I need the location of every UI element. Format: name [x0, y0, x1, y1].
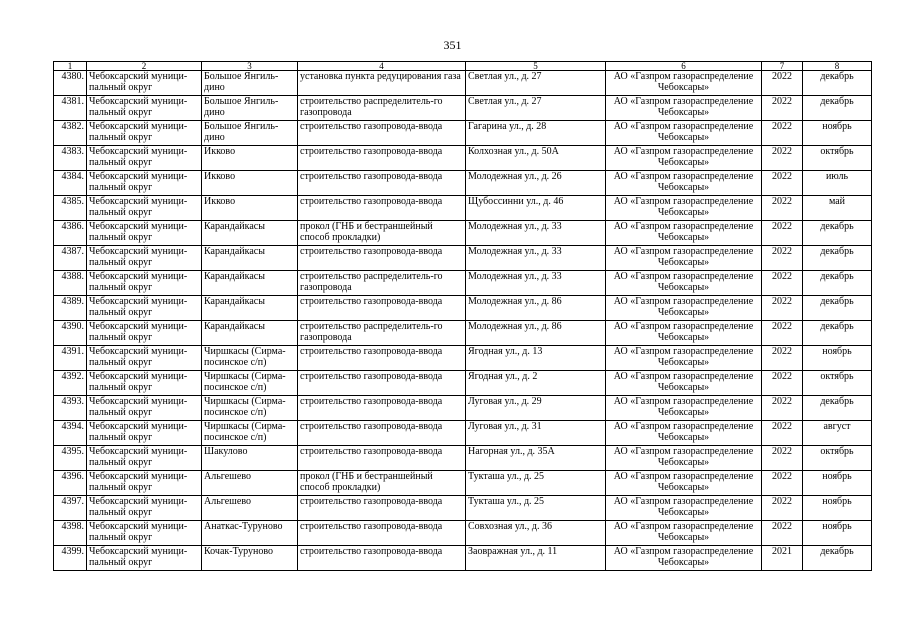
- settlement-cell: Шакулово: [202, 446, 298, 471]
- month-cell: декабрь: [803, 246, 872, 271]
- page-number: 351: [443, 38, 462, 52]
- row-number: 4397.: [54, 496, 87, 521]
- organization-cell: АО «Газпром газораспределение Чебоксары»: [606, 471, 762, 496]
- column-header: 1: [54, 62, 87, 71]
- address-cell: Тукташа ул., д. 25: [466, 471, 606, 496]
- work-type-cell: строительство распределитель-го газопровода: [298, 321, 466, 346]
- organization-cell: АО «Газпром газораспределение Чебоксары»: [606, 271, 762, 296]
- row-number: 4382.: [54, 121, 87, 146]
- work-type-cell: прокол (ГНБ и бестраншейный способ прокладки): [298, 221, 466, 246]
- row-number: 4386.: [54, 221, 87, 246]
- settlement-cell: Карандайкасы: [202, 321, 298, 346]
- work-type-cell: строительство газопровода-ввода: [298, 121, 466, 146]
- organization-cell: АО «Газпром газораспределение Чебоксары»: [606, 171, 762, 196]
- work-type-cell: строительство газопровода-ввода: [298, 296, 466, 321]
- row-number: 4385.: [54, 196, 87, 221]
- address-cell: Луговая ул., д. 29: [466, 396, 606, 421]
- column-header: 6: [606, 62, 762, 71]
- settlement-cell: Большое Янгиль-дино: [202, 96, 298, 121]
- column-header: 3: [202, 62, 298, 71]
- year-cell: 2022: [762, 346, 803, 371]
- district-cell: Чебоксарский муници-пальный округ: [87, 371, 202, 396]
- district-cell: Чебоксарский муници-пальный округ: [87, 296, 202, 321]
- month-cell: ноябрь: [803, 121, 872, 146]
- work-type-cell: строительство газопровода-ввода: [298, 146, 466, 171]
- row-number: 4384.: [54, 171, 87, 196]
- address-cell: Светлая ул., д. 27: [466, 71, 606, 96]
- year-cell: 2022: [762, 221, 803, 246]
- row-number: 4389.: [54, 296, 87, 321]
- table-row: [54, 221, 872, 246]
- settlement-cell: Большое Янгиль-дино: [202, 121, 298, 146]
- work-type-cell: строительство газопровода-ввода: [298, 171, 466, 196]
- settlement-cell: Карандайкасы: [202, 296, 298, 321]
- settlement-cell: Альгешево: [202, 471, 298, 496]
- table-row: [54, 546, 872, 571]
- district-cell: Чебоксарский муници-пальный округ: [87, 446, 202, 471]
- year-cell: 2022: [762, 396, 803, 421]
- district-cell: Чебоксарский муници-пальный округ: [87, 521, 202, 546]
- year-cell: 2022: [762, 71, 803, 96]
- district-cell: Чебоксарский муници-пальный округ: [87, 246, 202, 271]
- month-cell: декабрь: [803, 71, 872, 96]
- row-number: 4398.: [54, 521, 87, 546]
- work-type-cell: строительство газопровода-ввода: [298, 446, 466, 471]
- settlement-cell: Чиршкасы (Сирма-посинское с/п): [202, 396, 298, 421]
- work-type-cell: строительство газопровода-ввода: [298, 396, 466, 421]
- district-cell: Чебоксарский муници-пальный округ: [87, 221, 202, 246]
- month-cell: май: [803, 196, 872, 221]
- table-row: [54, 121, 872, 146]
- district-cell: Чебоксарский муници-пальный округ: [87, 96, 202, 121]
- organization-cell: АО «Газпром газораспределение Чебоксары»: [606, 321, 762, 346]
- month-cell: октябрь: [803, 146, 872, 171]
- address-cell: Гагарина ул., д. 28: [466, 121, 606, 146]
- organization-cell: АО «Газпром газораспределение Чебоксары»: [606, 521, 762, 546]
- address-cell: Светлая ул., д. 27: [466, 96, 606, 121]
- address-cell: Колхозная ул., д. 50А: [466, 146, 606, 171]
- year-cell: 2022: [762, 521, 803, 546]
- settlement-cell: Икково: [202, 171, 298, 196]
- organization-cell: АО «Газпром газораспределение Чебоксары»: [606, 146, 762, 171]
- address-cell: Молодежная ул., д. 86: [466, 321, 606, 346]
- district-cell: Чебоксарский муници-пальный округ: [87, 146, 202, 171]
- district-cell: Чебоксарский муници-пальный округ: [87, 171, 202, 196]
- year-cell: 2022: [762, 446, 803, 471]
- organization-cell: АО «Газпром газораспределение Чебоксары»: [606, 396, 762, 421]
- table-row: [54, 521, 872, 546]
- address-cell: Молодежная ул., д. 33: [466, 271, 606, 296]
- table-row: [54, 421, 872, 446]
- table-row: [54, 371, 872, 396]
- table-row: [54, 496, 872, 521]
- district-cell: Чебоксарский муници-пальный округ: [87, 196, 202, 221]
- work-type-cell: строительство распределитель-го газопровода: [298, 96, 466, 121]
- header-row: [54, 62, 872, 71]
- month-cell: декабрь: [803, 96, 872, 121]
- settlement-cell: Икково: [202, 146, 298, 171]
- month-cell: июль: [803, 171, 872, 196]
- year-cell: 2022: [762, 421, 803, 446]
- table-row: [54, 96, 872, 121]
- organization-cell: АО «Газпром газораспределение Чебоксары»: [606, 96, 762, 121]
- address-cell: Молодежная ул., д. 86: [466, 296, 606, 321]
- organization-cell: АО «Газпром газораспределение Чебоксары»: [606, 196, 762, 221]
- settlement-cell: Альгешево: [202, 496, 298, 521]
- district-cell: Чебоксарский муници-пальный округ: [87, 321, 202, 346]
- month-cell: ноябрь: [803, 346, 872, 371]
- row-number: 4391.: [54, 346, 87, 371]
- address-cell: Нагорная ул., д. 35А: [466, 446, 606, 471]
- district-cell: Чебоксарский муници-пальный округ: [87, 396, 202, 421]
- district-cell: Чебоксарский муници-пальный округ: [87, 346, 202, 371]
- organization-cell: АО «Газпром газораспределение Чебоксары»: [606, 246, 762, 271]
- district-cell: Чебоксарский муници-пальный округ: [87, 71, 202, 96]
- column-header: 5: [466, 62, 606, 71]
- row-number: 4381.: [54, 96, 87, 121]
- address-cell: Луговая ул., д. 31: [466, 421, 606, 446]
- address-cell: Ягодная ул., д. 2: [466, 371, 606, 396]
- table-row: [54, 296, 872, 321]
- year-cell: 2022: [762, 496, 803, 521]
- month-cell: ноябрь: [803, 471, 872, 496]
- year-cell: 2021: [762, 546, 803, 571]
- address-cell: Ягодная ул., д. 13: [466, 346, 606, 371]
- gasification-registry-table: [53, 61, 872, 571]
- table-row: [54, 346, 872, 371]
- year-cell: 2022: [762, 271, 803, 296]
- organization-cell: АО «Газпром газораспределение Чебоксары»: [606, 371, 762, 396]
- district-cell: Чебоксарский муници-пальный округ: [87, 471, 202, 496]
- organization-cell: АО «Газпром газораспределение Чебоксары»: [606, 346, 762, 371]
- month-cell: декабрь: [803, 296, 872, 321]
- year-cell: 2022: [762, 471, 803, 496]
- address-cell: Совхозная ул., д. 36: [466, 521, 606, 546]
- row-number: 4399.: [54, 546, 87, 571]
- work-type-cell: прокол (ГНБ и бестраншейный способ прокладки): [298, 471, 466, 496]
- row-number: 4395.: [54, 446, 87, 471]
- work-type-cell: строительство газопровода-ввода: [298, 421, 466, 446]
- table-row: [54, 171, 872, 196]
- month-cell: декабрь: [803, 321, 872, 346]
- month-cell: декабрь: [803, 271, 872, 296]
- month-cell: декабрь: [803, 546, 872, 571]
- work-type-cell: строительство газопровода-ввода: [298, 371, 466, 396]
- year-cell: 2022: [762, 321, 803, 346]
- settlement-cell: Чиршкасы (Сирма-посинское с/п): [202, 421, 298, 446]
- column-header: 4: [298, 62, 466, 71]
- work-type-cell: установка пункта редуцирования газа: [298, 71, 466, 96]
- year-cell: 2022: [762, 171, 803, 196]
- year-cell: 2022: [762, 96, 803, 121]
- work-type-cell: строительство распределитель-го газопровода: [298, 271, 466, 296]
- table-row: [54, 471, 872, 496]
- column-header: 7: [762, 62, 803, 71]
- organization-cell: АО «Газпром газораспределение Чебоксары»: [606, 71, 762, 96]
- row-number: 4394.: [54, 421, 87, 446]
- row-number: 4390.: [54, 321, 87, 346]
- year-cell: 2022: [762, 196, 803, 221]
- organization-cell: АО «Газпром газораспределение Чебоксары»: [606, 496, 762, 521]
- table-row: [54, 146, 872, 171]
- month-cell: ноябрь: [803, 521, 872, 546]
- settlement-cell: Карандайкасы: [202, 246, 298, 271]
- year-cell: 2022: [762, 146, 803, 171]
- table-row: [54, 246, 872, 271]
- district-cell: Чебоксарский муници-пальный округ: [87, 421, 202, 446]
- work-type-cell: строительство газопровода-ввода: [298, 521, 466, 546]
- organization-cell: АО «Газпром газораспределение Чебоксары»: [606, 121, 762, 146]
- settlement-cell: Карандайкасы: [202, 271, 298, 296]
- settlement-cell: Чиршкасы (Сирма-посинское с/п): [202, 371, 298, 396]
- organization-cell: АО «Газпром газораспределение Чебоксары»: [606, 546, 762, 571]
- settlement-cell: Икково: [202, 196, 298, 221]
- row-number: 4396.: [54, 471, 87, 496]
- address-cell: Молодежная ул., д. 33: [466, 246, 606, 271]
- address-cell: Молодежная ул., д. 26: [466, 171, 606, 196]
- year-cell: 2022: [762, 371, 803, 396]
- table-row: [54, 396, 872, 421]
- row-number: 4383.: [54, 146, 87, 171]
- year-cell: 2022: [762, 121, 803, 146]
- address-cell: Молодежная ул., д. 33: [466, 221, 606, 246]
- year-cell: 2022: [762, 296, 803, 321]
- settlement-cell: Большое Янгиль-дино: [202, 71, 298, 96]
- work-type-cell: строительство газопровода-ввода: [298, 246, 466, 271]
- settlement-cell: Анаткас-Туруново: [202, 521, 298, 546]
- table-row: [54, 321, 872, 346]
- row-number: 4388.: [54, 271, 87, 296]
- column-header: 2: [87, 62, 202, 71]
- column-header: 8: [803, 62, 872, 71]
- table-row: [54, 71, 872, 96]
- month-cell: август: [803, 421, 872, 446]
- organization-cell: АО «Газпром газораспределение Чебоксары»: [606, 296, 762, 321]
- address-cell: Заовражная ул., д. 11: [466, 546, 606, 571]
- organization-cell: АО «Газпром газораспределение Чебоксары»: [606, 421, 762, 446]
- row-number: 4387.: [54, 246, 87, 271]
- table-row: [54, 196, 872, 221]
- month-cell: декабрь: [803, 396, 872, 421]
- row-number: 4393.: [54, 396, 87, 421]
- month-cell: декабрь: [803, 221, 872, 246]
- organization-cell: АО «Газпром газораспределение Чебоксары»: [606, 221, 762, 246]
- settlement-cell: Карандайкасы: [202, 221, 298, 246]
- address-cell: Тукташа ул., д. 25: [466, 496, 606, 521]
- table-row: [54, 271, 872, 296]
- work-type-cell: строительство газопровода-ввода: [298, 546, 466, 571]
- work-type-cell: строительство газопровода-ввода: [298, 496, 466, 521]
- organization-cell: АО «Газпром газораспределение Чебоксары»: [606, 446, 762, 471]
- year-cell: 2022: [762, 246, 803, 271]
- district-cell: Чебоксарский муници-пальный округ: [87, 121, 202, 146]
- settlement-cell: Кочак-Туруново: [202, 546, 298, 571]
- settlement-cell: Чиршкасы (Сирма-посинское с/п): [202, 346, 298, 371]
- district-cell: Чебоксарский муници-пальный округ: [87, 496, 202, 521]
- table-row: [54, 446, 872, 471]
- month-cell: октябрь: [803, 371, 872, 396]
- work-type-cell: строительство газопровода-ввода: [298, 346, 466, 371]
- month-cell: ноябрь: [803, 496, 872, 521]
- row-number: 4392.: [54, 371, 87, 396]
- district-cell: Чебоксарский муници-пальный округ: [87, 546, 202, 571]
- row-number: 4380.: [54, 71, 87, 96]
- month-cell: октябрь: [803, 446, 872, 471]
- district-cell: Чебоксарский муници-пальный округ: [87, 271, 202, 296]
- address-cell: Щубоссинни ул., д. 46: [466, 196, 606, 221]
- work-type-cell: строительство газопровода-ввода: [298, 196, 466, 221]
